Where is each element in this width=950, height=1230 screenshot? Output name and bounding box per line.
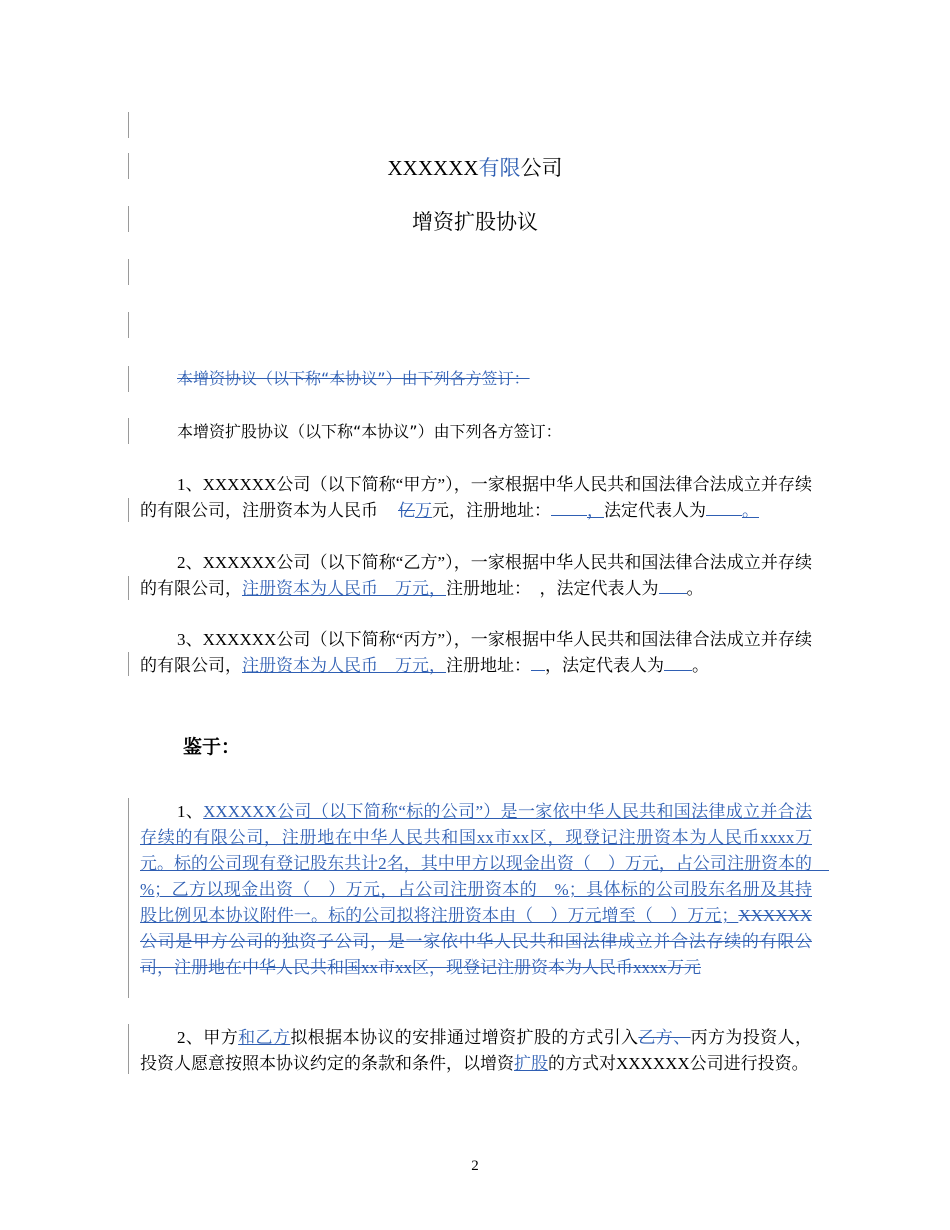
party-3-inserted-capital: 注册资本为人民币 万元， <box>242 656 446 675</box>
party-3-representative-blank <box>664 653 692 671</box>
whereas-2-text-d: 的方式对XXXXXX公司进行投资。 <box>548 1054 809 1073</box>
party-3-text-b: 注册地址： <box>446 656 531 675</box>
change-bar <box>128 652 129 676</box>
party-2-paragraph <box>140 550 812 602</box>
party-3-text-a: 3、XXXXXX公司（以下简称“丙方”），一家根据中华人民共和国法律合法成立并存续的有限公司， <box>140 630 812 675</box>
change-bar <box>128 259 129 285</box>
party-3-address-blank <box>531 653 545 671</box>
change-bar <box>128 312 129 338</box>
party-3-paragraph <box>140 627 812 679</box>
party-1-inserted-period: 。 <box>742 501 759 520</box>
whereas-2-text-c: 丙方为投资人，投资人愿意按照本协议约定的条款和条件，以增资 <box>140 1028 813 1073</box>
title-suffix: 公司 <box>520 156 563 180</box>
page-number: 2 <box>471 1158 479 1174</box>
whereas-2-text-a: 2、甲方 <box>177 1028 239 1047</box>
change-bar <box>128 112 129 138</box>
party-1-representative-blank <box>706 498 742 516</box>
title-inserted: 有限 <box>478 156 521 180</box>
document-subtitle: 增资扩股协议 <box>412 210 538 234</box>
change-bar <box>128 1024 129 1074</box>
party-3-text-d: 。 <box>692 656 709 675</box>
party-2-inserted-capital: 注册资本为人民币 万元， <box>242 579 446 598</box>
change-bar <box>128 418 129 444</box>
whereas-2-text-b: 拟根据本协议的安排通过增资扩股的方式引入 <box>290 1028 639 1047</box>
whereas-1-inserted: XXXXXX公司（以下简称“标的公司”）是一家依中华人民共和国法律成立并合法存续的有限公司，注册地在中华人民共和国xx市xx区，现登记注册资本为人民币xxxx万元。标的公司现有登记股东共计2名，其中甲方以现金出资（ ）万元，占公司注册资本的 %；乙方以现金出资（ ）万元，占公司注册资本的 %；具体标的公司股东名册及其持股比例见本协议附件一。标的公司拟将注册资本由（ ）万元增至（ ）万元； <box>140 802 829 925</box>
party-1-inserted-comma: ， <box>587 501 604 520</box>
party-2-representative-blank <box>659 576 687 594</box>
change-bar <box>128 576 129 600</box>
whereas-2-paragraph <box>140 1025 812 1077</box>
whereas-1-deleted: XXXXXX公司是甲方公司的独资子公司，是一家依中华人民共和国法律成立并合法存续的有限公司，注册地在中华人民共和国xx市xx区，现登记注册资本为人民币xxxx万元 <box>140 906 812 977</box>
change-bar <box>128 498 129 522</box>
party-1-address-blank <box>551 498 587 516</box>
party-1-paragraph <box>140 472 812 524</box>
whereas-1-number: 1、 <box>177 802 204 821</box>
party-2-text-b: 注册地址： ，法定代表人为 <box>446 579 659 598</box>
party-1-text-c: 法定代表人为 <box>604 501 706 520</box>
whereas-2-deleted: 乙方、 <box>638 1028 691 1047</box>
deleted-intro: 本增资协议（以下称“本协议”）由下列各方签订： <box>177 369 530 388</box>
party-1-text-a: 1、XXXXXX公司（以下简称“甲方”），一家根据中华人民共和国法律合法成立并存续的有限公司，注册资本为人民币 <box>140 475 812 520</box>
party-2-text-a: 2、XXXXXX公司（以下简称“乙方”），一家根据中华人民共和国法律合法成立并存续的有限公司， <box>140 553 812 598</box>
party-1-text-b: 元，注册地址： <box>432 501 551 520</box>
change-bar <box>128 366 129 392</box>
change-bar <box>128 798 129 998</box>
whereas-heading: 鉴于： <box>183 736 241 758</box>
whereas-2-inserted-a: 和乙方 <box>238 1028 291 1047</box>
party-2-text-c: 。 <box>686 579 704 598</box>
whereas-2-inserted-b: 扩股 <box>514 1054 548 1073</box>
intro-paragraph: 本增资扩股协议（以下称“本协议”）由下列各方签订： <box>177 422 562 441</box>
whereas-1-paragraph <box>140 799 829 981</box>
document-title <box>0 152 950 182</box>
party-1-deleted-unit: 亿 <box>398 501 415 520</box>
party-1-inserted-unit: 万 <box>415 501 432 520</box>
title-prefix: XXXXXX <box>387 156 479 180</box>
party-3-text-c: ，法定代表人为 <box>545 656 664 675</box>
deleted-intro-paragraph <box>140 366 812 392</box>
